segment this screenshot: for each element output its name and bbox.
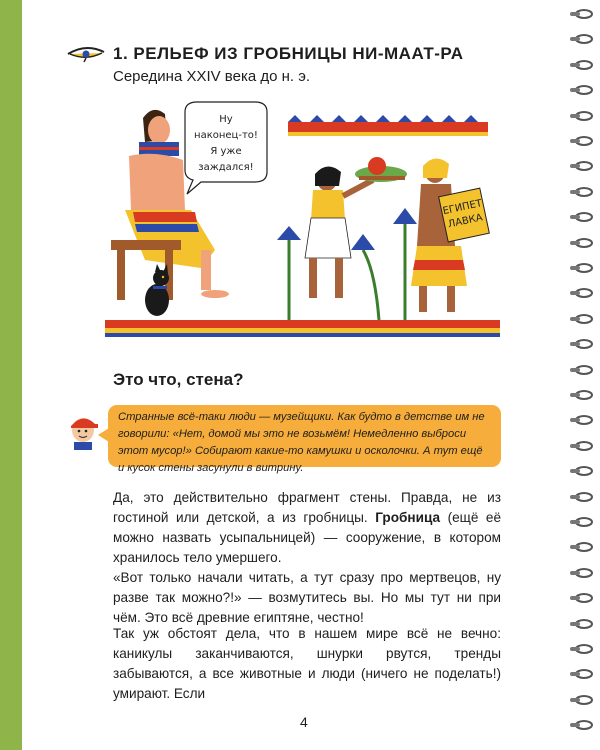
page-title: 1. РЕЛЬЕФ ИЗ ГРОБНИЦЫ НИ-МААТ-РА [113,44,464,63]
spiral-binding-rings [568,8,596,748]
binding-ring [568,491,594,503]
binding-ring [568,211,594,223]
binding-ring [568,643,594,655]
binding-ring [568,338,594,350]
relief-top-frieze [288,115,488,136]
binding-ring [568,237,594,249]
speech-line-3: Я уже [210,146,242,157]
page-subtitle: Середина XXIV века до н. э. [113,68,311,85]
relief-bottom-frieze [105,320,500,337]
p1-text-after: (ещё её можно назвать усыпальницей) — сооружение, в котором хранилось тело умершего. [113,510,502,565]
body-paragraph-1b: «Вот только начали читать, а тут сразу про мертвецов, ну разве так можно?!» — возмутитесь вы. Но мы тут ни при чём. Это всё древние египтяне, честно! [113,570,501,625]
binding-ring [568,84,594,96]
binding-ring [568,592,594,604]
binding-ring [568,567,594,579]
binding-ring [568,440,594,452]
binding-ring [568,541,594,553]
binding-ring [568,135,594,147]
egyptian-relief-illustration [105,100,500,340]
box-label-line-1: ЕГИПЕТ [441,198,484,218]
binding-ring [568,414,594,426]
binding-ring [568,287,594,299]
binding-ring [568,8,594,20]
page-number: 4 [300,714,308,730]
lotus-plants [277,208,417,320]
servant-with-tray-figure [305,157,407,298]
binding-ring [568,694,594,706]
binding-ring [568,59,594,71]
body-paragraph-2-text: Так уж обстоят дела, что в нашем мире всё не вечно: каникулы заканчиваются, шнурки рвутся, тренды забываются, а все животные и люди (ничего не поделать!) умирают. Если [113,626,501,701]
binding-ring [568,186,594,198]
binding-ring [568,668,594,680]
box-label-line-2: ЛАВКА [447,212,484,231]
binding-ring [568,465,594,477]
p1-text-before: Да, это действительно фрагмент стены. Правда, не из гостиной или детской, а из гробницы. [113,490,501,525]
p1-bold-term: Гробница [375,510,441,525]
section-heading: Это что, стена? [113,370,244,389]
body-paragraph-1 [113,488,501,628]
green-side-strip [0,0,22,750]
callout-box: Странные всё-таки люди — музейщики. Как будто в детстве им не говорили: «Нет, домой мы это не возьмём! Немедленно выброси этот мусор!» Собирают какие-то камушки и осколочки. А тут ещё и кусок стены засунули в витрину. [108,405,501,467]
body-paragraph-2 [113,624,501,704]
speech-line-2: наконец-то! [194,130,258,141]
binding-ring [568,516,594,528]
binding-ring [568,110,594,122]
speech-bubble [185,102,267,194]
binding-ring [568,313,594,325]
speech-line-4: заждался! [198,162,254,173]
binding-ring [568,33,594,45]
binding-ring [568,364,594,376]
binding-ring [568,719,594,731]
binding-ring [568,160,594,172]
pharaoh-stool [111,240,181,300]
black-cat-figure [145,264,169,316]
binding-ring [568,618,594,630]
porter-with-box-figure [411,158,489,312]
binding-ring [568,389,594,401]
eye-of-horus-icon [66,45,106,63]
boy-avatar-icon [68,410,98,450]
speech-line-1: Ну [219,114,233,125]
binding-ring [568,262,594,274]
